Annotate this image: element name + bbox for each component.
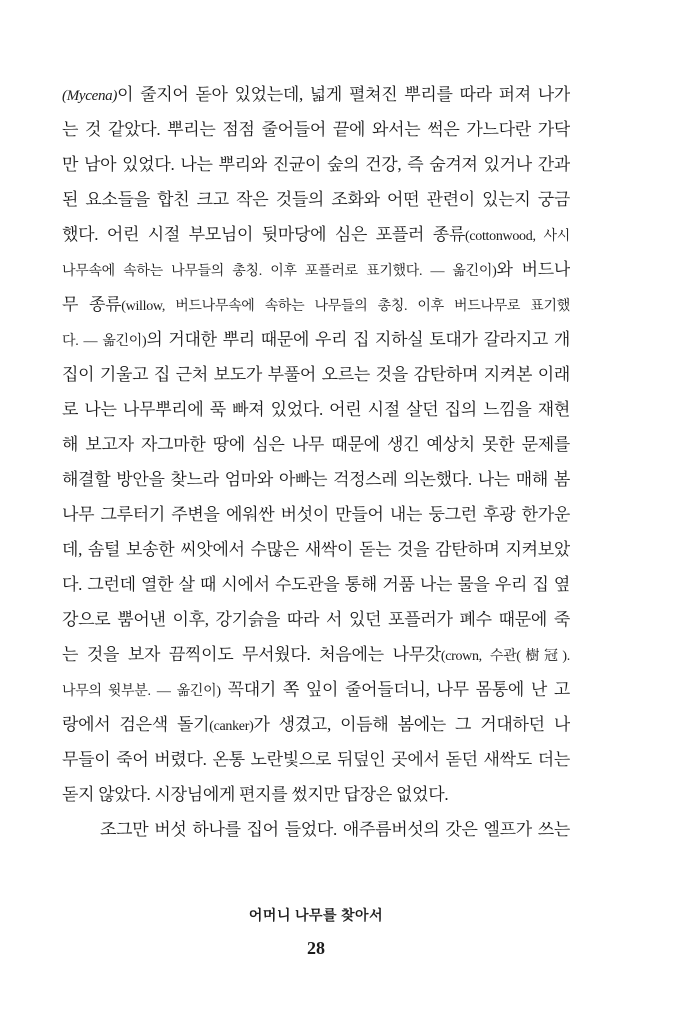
text-line bbox=[62, 427, 570, 462]
text-line bbox=[62, 217, 570, 252]
translator-note-segment: 나무속에 속하는 나무들의 총칭. 이후 포플러로 표기했다. — 옮긴이) bbox=[62, 264, 497, 279]
text-segment: 는 것을 보자 끔찍이도 무서웠다. 처음에는 나무갓 bbox=[62, 645, 441, 664]
body-text bbox=[62, 77, 570, 847]
text-segment: 강으로 뿜어낸 이후, 강기슭을 따라 서 있던 포플러가 폐수 때문에 죽 bbox=[62, 610, 570, 629]
translator-note-segment: 나무의 윗부분. — 옮긴이) bbox=[62, 684, 221, 699]
text-segment: 집이 기울고 집 근처 보도가 부풀어 오르는 것을 감탄하며 지켜본 이래 bbox=[62, 365, 570, 384]
text-segment: 와 버드나 bbox=[496, 260, 570, 279]
page-number: 28 bbox=[307, 938, 325, 958]
text-segment: 돋지 않았다. 시장님에게 편지를 썼지만 답장은 없었다. bbox=[62, 785, 449, 804]
text-line bbox=[62, 147, 570, 182]
translator-note-segment: (canker) bbox=[209, 719, 254, 734]
text-segment: 무들이 죽어 버렸다. 온통 노란빛으로 뒤덮인 곳에서 돋던 새싹도 더는 bbox=[62, 750, 570, 769]
text-segment: 로 나는 나무뿌리에 푹 빠져 있었다. 어린 시절 살던 집의 느낌을 재현 bbox=[62, 400, 570, 419]
text-line bbox=[62, 77, 570, 112]
translator-note-segment: 다. — 옮긴이) bbox=[62, 334, 147, 349]
text-line bbox=[62, 602, 570, 637]
translator-note-segment: (cottonwood, 사시 bbox=[464, 229, 570, 244]
text-segment: 나무 그루터기 주변을 에워싼 버섯이 만들어 내는 둥그런 후광 한가운 bbox=[62, 505, 570, 524]
translator-note-segment: (willow, 버드나무속에 속하는 나무들의 총칭. 이후 버드나무로 표기했 bbox=[121, 299, 570, 314]
text-line bbox=[62, 707, 570, 742]
text-segment: 가 생겼고, 이듬해 봄에는 그 거대하던 나 bbox=[253, 715, 570, 734]
text-segment: 다. 그런데 열한 살 때 시에서 수도관을 통해 거품 나는 물을 우리 집 옆 bbox=[62, 575, 570, 594]
text-segment: 는 것 같았다. 뿌리는 점점 줄어들어 끝에 와서는 썩은 가느다란 가닥 bbox=[62, 120, 570, 139]
running-title: 어머니 나무를 찾아서 bbox=[248, 909, 384, 924]
text-segment: 해결할 방안을 찾느라 엄마와 아빠는 걱정스레 의논했다. 나는 매해 봄 bbox=[62, 470, 570, 489]
text-line bbox=[62, 322, 570, 357]
text-segment: 의 거대한 뿌리 때문에 우리 집 지하실 토대가 갈라지고 개 bbox=[146, 330, 570, 349]
text-segment: 했다. 어린 시절 부모님이 뒷마당에 심은 포플러 종류 bbox=[62, 225, 465, 244]
text-segment: 조그만 버섯 하나를 집어 들었다. 애주름버섯의 갓은 엘프가 쓰는 bbox=[100, 820, 570, 839]
text-line bbox=[62, 287, 570, 322]
text-segment: 꼭대기 쪽 잎이 줄어들더니, 나무 몸통에 난 고 bbox=[220, 680, 570, 699]
text-segment: 만 남아 있었다. 나는 뿌리와 진균이 숲의 건강, 즉 숨겨져 있거나 간과 bbox=[62, 155, 570, 174]
text-line bbox=[62, 672, 570, 707]
text-line bbox=[62, 182, 570, 217]
text-segment: 해 보고자 자그마한 땅에 심은 나무 때문에 생긴 예상치 못한 문제를 bbox=[62, 435, 570, 454]
text-line bbox=[62, 462, 570, 497]
text-line bbox=[62, 637, 570, 672]
text-line bbox=[62, 812, 570, 847]
text-line bbox=[62, 777, 570, 812]
text-line bbox=[62, 567, 570, 602]
latin-italic-segment: (Mycena) bbox=[62, 88, 118, 104]
text-line bbox=[62, 532, 570, 567]
translator-note-segment: (crown, 수관(樹冠). bbox=[440, 649, 570, 664]
text-segment: 데, 솜털 보송한 씨앗에서 수많은 새싹이 돋는 것을 감탄하며 지켜보았 bbox=[62, 540, 570, 559]
text-line bbox=[62, 742, 570, 777]
text-segment: 이 줄지어 돋아 있었는데, 넓게 펼쳐진 뿌리를 따라 퍼져 나가 bbox=[117, 85, 570, 104]
text-line bbox=[62, 112, 570, 147]
text-line bbox=[62, 357, 570, 392]
text-segment: 된 요소들을 합친 크고 작은 것들의 조화와 어떤 관련이 있는지 궁금 bbox=[62, 190, 570, 209]
text-segment: 무 종류 bbox=[62, 295, 122, 314]
text-line bbox=[62, 497, 570, 532]
text-line bbox=[62, 252, 570, 287]
text-line bbox=[62, 392, 570, 427]
text-segment: 랑에서 검은색 돌기 bbox=[62, 715, 210, 734]
